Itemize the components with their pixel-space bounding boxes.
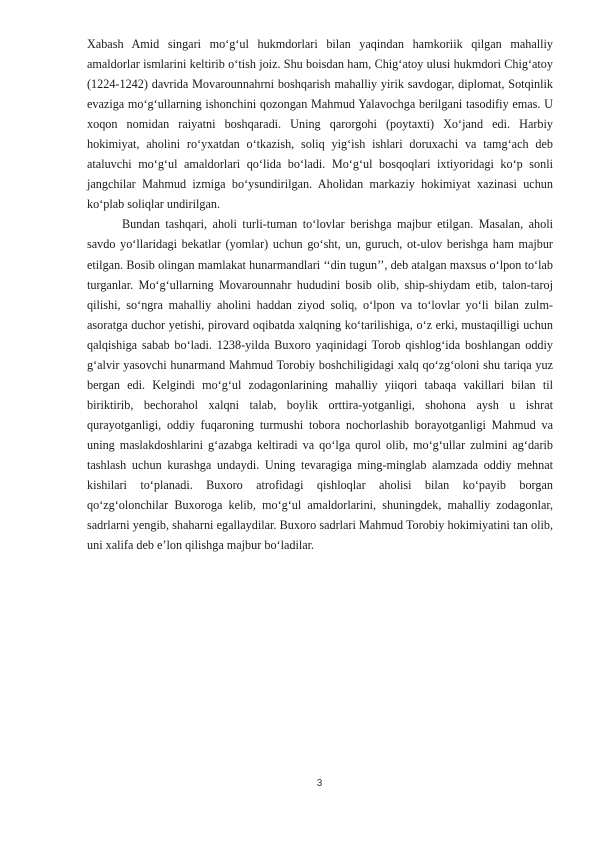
paragraph-2: Bundan tashqari, aholi turli-tuman to‘lovlar berishga majbur etilgan. Masalan, aholi savdo yo‘llaridagi bekatlar (yomlar) uchun go‘sht, un, guruch, ot-ulov berishga ham majbur etilgan. Bosib olingan mamlakat hunarmandlari ‘‘din tugun’’, deb atalgan maxsus o‘lpon to‘lab turganlar. Mo‘g‘ullarning Movarounnahr hududini bosib olib, ship-shiydam etib, talon-taroj qilishi, so‘ngra mahalliy aholini haddan ziyod soliq, o‘lpon va to‘lovlar yo‘li bilan zulm-asoratga duchor yetishi, pirovard oqibatda xalqning ko‘tarilishiga, o‘z erki, mustaqilligi uchun qalqishiga sabab bo‘ladi. 1238-yilda Buxoro yaqinidagi Torob qishlog‘ida boshlangan oddiy g‘alvir yasovchi hunarmand Mahmud Torobiy boshchiligidagi xalq qo‘zg‘oloni shu tariqa yuz bergan edi. Kelgindi mo‘g‘ul zodagonlarining mahalliy yiiqori tabaqa vakillari bilan til biriktirib, bechorahol xalqni talab, boylik orttira-yotganligi, shohona aysh u ishrat qurayotganligi, oddiy fuqaroning turmushi tobora nochorlashib borayotganligi Mahmud va uning maslakdoshlarini g‘azabga keltiradi va qo‘lga qurol olib, mo‘g‘ullar zulmini ag‘darib tashlash uchun kurashga undaydi. Uning tevaragiga ming-minglab alamzada oddiy mehnat kishilari to‘planadi. Buxoro atrofidagi qishloqlar aholisi bilan ko‘payib borgan qo‘zg‘olonchilar Buxoroga kelib, mo‘g‘ul amaldorlarini, shuningdek, mahalliy zodagonlar, sadrlarni yengib, shaharni egallaydilar. Buxoro sadrlari Mahmud Torobiy hokimiyatini tan olib, uni xalifa deb e’lon qilishga majbur bo‘ladilar. (87, 217, 553, 553)
paragraph-1: Xabash Amid singari mo‘g‘ul hukmdorlari bilan yaqindan hamkoriik qilgan mahalliy amaldorlar ismlarini keltirib o‘tish joiz. Shu boisdan ham, Chig‘atoy ulusi hukmdori Chig‘atoy (1224-1242) davrida Movarounnahrni boshqarish mahalliy yirik savdogar, diplomat, Sotqinlik evaziga mo‘g‘ullarning ishonchini qozongan Mahmud Yalavochga berilgani tasodifiy emas. U xoqon nomidan raiyatni boshqaradi. Uning qarorgohi (poytaxti) Xo‘jand edi. Harbiy hokimiyat, aholini ro‘yxatdan o‘tkazish, soliq yig‘ish ishlari doruxachi va tamg‘ach deb ataluvchi mo‘g‘ul amaldorlari qo‘lida bo‘ladi. Mo‘g‘ul bosqoqlari ixtiyoridagi ko‘p sonli jangchilar Mahmud izmiga bo‘ysundirilgan. Aholidan markaziy hokimiyat xazinasi uchun ko‘plab soliqlar undirilgan. (87, 37, 553, 212)
page-number: 3 (316, 778, 323, 789)
document-body (87, 34, 553, 555)
